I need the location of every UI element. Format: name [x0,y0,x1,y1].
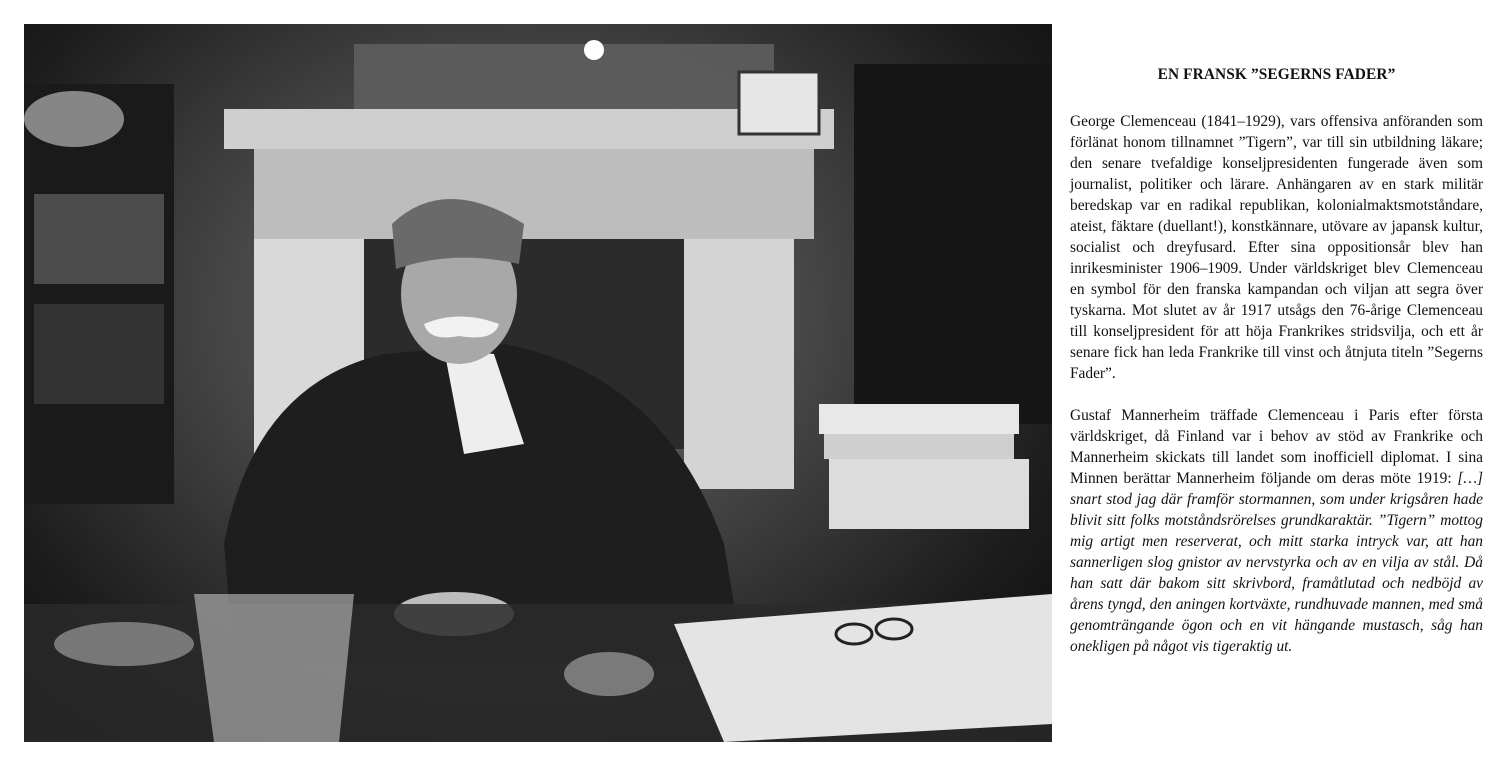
bowl [54,622,194,666]
right-bookshelf [854,64,1052,424]
left-bookshelf [24,84,174,504]
book-stack [819,404,1019,434]
inkwell [564,652,654,696]
paragraph-1: George Clemenceau (1841–1929), vars offensiva anföranden som förlänat honom tillnamnet ”Tigern”, var till sin utbildning läkare; den senare tvefaldige konseljpresidenten fungerade även som journalist, politiker och lärare. Anhängaren av en stark militär beredskap var en radikal republikan, kolonialmaktsmotståndare, ateist, fäktare (duellant!), konstkännare, utövare av japansk kultur, socialist och dreyfusard. Efter sina oppositionsår blev han inrikesminister 1906–1909. Under världskriget blev Clemenceau en symbol för den franska kampandan och viljan att segra över tyskarna. Mot slutet av år 1917 utsågs den 76-årige Clemenceau till konseljpresident för att höja Frankrikes stridsvilja, och ett år senare fick han leda Frankrike till vinst och åtnjuta titeln ”Segerns Fader”. [1070,113,1483,382]
article-title: EN FRANSK ”SEGERNS FADER” [1157,66,1396,83]
picture-frame [739,72,819,134]
glass-vase [194,594,354,742]
ornament [24,91,124,147]
paragraph-2 [1070,405,1483,657]
historical-photograph [24,24,1052,742]
article-text [1070,64,1483,678]
mannerheim-quote: […] snart stod jag där framför stormannen, som under krigsåren hade blivit sitt folks motståndsrörelses grundkaraktär. ”Tigern” mottog mig artigt men reserverat, och mitt starka intryck var, att han sannerligen slog gnistor av nervstyrka och av en vilja av stål. Då han satt där bakom sitt skrivbord, framåtlutad och nedböjd av årens tyngd, den aningen kortväxte, rundhuvade mannen, med små genomträngande ögon och en vit hängande mustasch, såg han onekligen på något vis tigeraktig ut. [1070,470,1483,655]
fireplace-column-right [684,239,794,489]
photo-scene [24,24,1052,742]
punch-hole [584,40,604,60]
paragraph-2-intro: Gustaf Mannerheim träffade Clemenceau i Paris efter första världskriget, då Finland var i behov av stöd av Frankrike och Mannerheim skickats till landet som inofficiell diplomat. I sina Minnen berättar Mannerheim följande om deras möte 1919: [1070,407,1483,487]
